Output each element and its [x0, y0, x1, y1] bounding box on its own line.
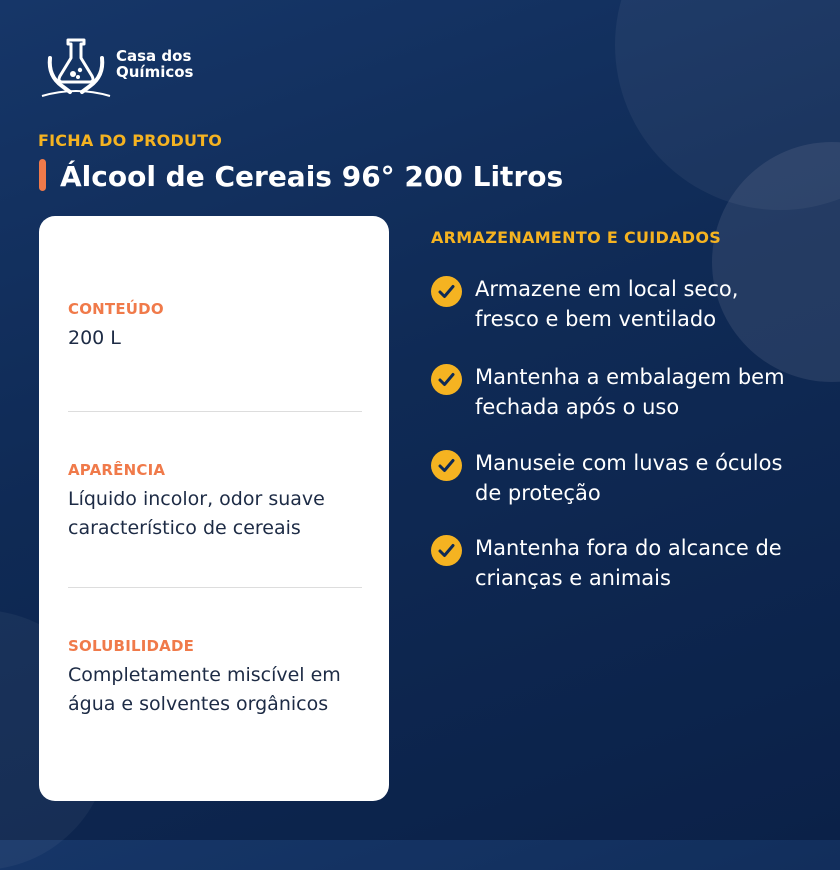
brand-name: [116, 48, 193, 80]
spec-label: SOLUBILIDADE: [68, 637, 195, 655]
care-item-text: Mantenha a embalagem bem fechada após o uso: [475, 365, 785, 419]
title-accent-bar: [39, 159, 46, 191]
spec-value: Completamente miscível em água e solventes orgânicos: [68, 664, 341, 715]
spec-value: Líquido incolor, odor suave característico de cereais: [68, 488, 325, 539]
brand-logo: [40, 36, 210, 100]
product-specs-card: [39, 216, 389, 801]
spec-content: [68, 300, 368, 353]
divider: [68, 411, 362, 412]
check-circle-icon: [431, 364, 462, 395]
spec-solubility: [68, 637, 368, 719]
spec-value: 200 L: [68, 327, 121, 349]
flask-hands-icon: [40, 36, 112, 100]
divider: [68, 587, 362, 588]
decorative-circle: [615, 0, 840, 210]
care-heading: ARMAZENAMENTO E CUIDADOS: [431, 228, 722, 247]
check-circle-icon: [431, 450, 462, 481]
care-item-text: Mantenha fora do alcance de crianças e animais: [475, 536, 782, 590]
decorative-circle: [712, 142, 840, 382]
section-kicker: FICHA DO PRODUTO: [38, 131, 223, 150]
spec-label: APARÊNCIA: [68, 461, 166, 479]
page-title: Álcool de Cereais 96° 200 Litros: [60, 160, 564, 193]
brand-name-line2: Químicos: [116, 63, 194, 81]
spec-appearance: [68, 461, 368, 543]
check-circle-icon: [431, 276, 462, 307]
care-item-text: Manuseie com luvas e óculos de proteção: [475, 451, 783, 505]
spec-label: CONTEÚDO: [68, 300, 164, 318]
check-circle-icon: [431, 535, 462, 566]
brand-name-line1: Casa dos: [116, 47, 192, 65]
care-item-text: Armazene em local seco, fresco e bem ventilado: [475, 277, 739, 331]
